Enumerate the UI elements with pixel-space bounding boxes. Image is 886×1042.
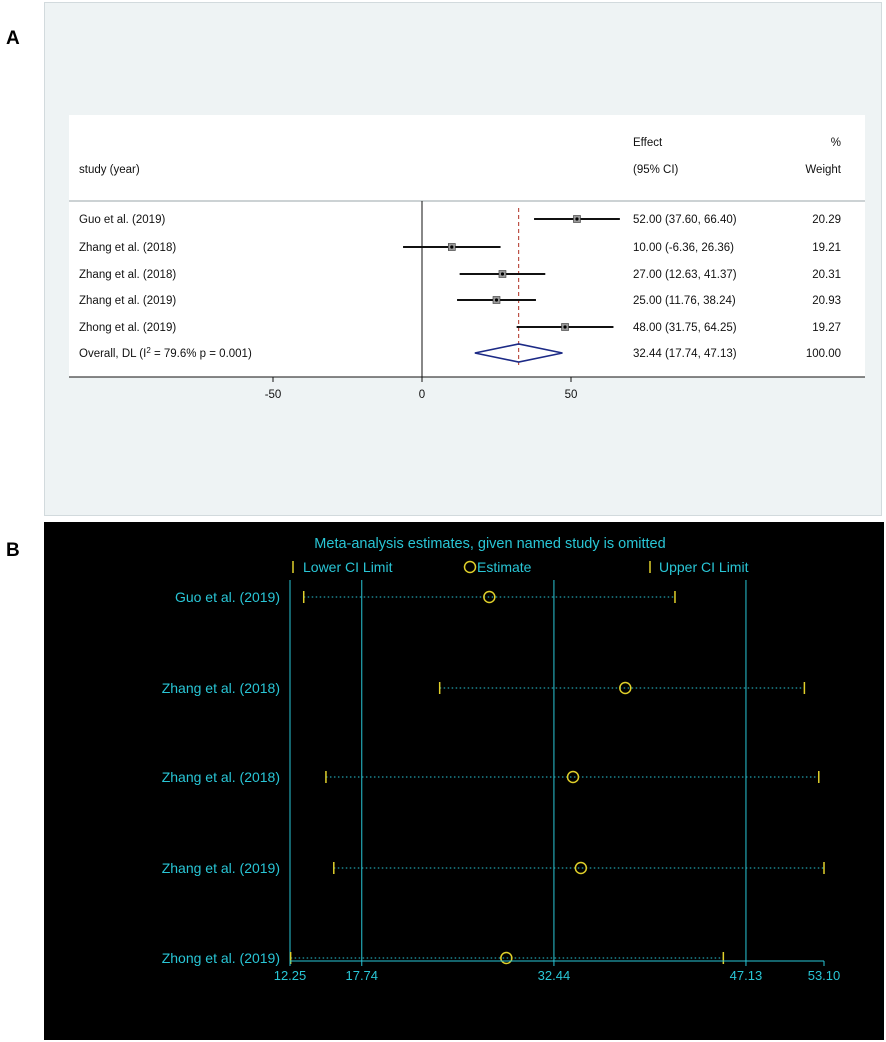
estimate-marker (501, 953, 512, 964)
study-weight: 20.29 (812, 214, 841, 226)
omitted-study-label: Zhang et al. (2019) (161, 860, 280, 876)
omitted-study-label: Zhong et al. (2019) (161, 950, 280, 966)
study-weight: 20.31 (812, 269, 841, 281)
forest-plot (45, 3, 881, 515)
sensitivity-x-tick-label: 12.25 (273, 968, 307, 983)
estimate-marker (575, 863, 586, 874)
overall-label-prefix: Overall, DL (I (79, 348, 147, 360)
study-label: Zhong et al. (2019) (79, 322, 177, 334)
omitted-study-label: Zhang et al. (2018) (161, 769, 280, 785)
sensitivity-x-tick-label: 53.10 (807, 968, 841, 983)
study-point-estimate (575, 217, 578, 220)
sensitivity-plot-panel (44, 522, 884, 1040)
overall-label-suffix: = 79.6% p = 0.001) (150, 348, 252, 360)
sensitivity-plot (44, 522, 884, 1040)
study-label: Guo et al. (2019) (79, 214, 166, 226)
legend-estimate-label: Estimate (477, 559, 532, 575)
study-ci-text: 27.00 (12.63, 41.37) (633, 269, 737, 281)
panel-a-letter: A (6, 28, 20, 49)
sensitivity-x-tick-label: 17.74 (345, 968, 379, 983)
study-ci-text: 10.00 (-6.36, 26.36) (633, 242, 735, 254)
study-label: Zhang et al. (2018) (79, 242, 177, 254)
effect-column-header: Effect (633, 137, 663, 149)
study-weight: 19.27 (812, 322, 841, 334)
study-point-estimate (501, 272, 504, 275)
overall-label (79, 346, 252, 361)
study-label: Zhang et al. (2019) (79, 295, 177, 307)
study-label: Zhang et al. (2018) (79, 269, 177, 281)
overall-label-sup: 2 (146, 345, 151, 355)
study-ci-text: 25.00 (11.76, 38.24) (633, 295, 736, 307)
forest-x-tick-label: 0 (418, 389, 426, 401)
legend-lower-label: Lower CI Limit (303, 559, 393, 575)
forest-plot-panel (44, 2, 882, 516)
omitted-study-label: Guo et al. (2019) (174, 589, 280, 605)
study-point-estimate (563, 325, 566, 328)
overall-weight: 100.00 (805, 348, 841, 360)
sensitivity-title: Meta-analysis estimates, given named study is omitted (314, 536, 666, 552)
omitted-study-label: Zhang et al. (2018) (161, 680, 280, 696)
forest-plot-area (69, 115, 865, 377)
study-point-estimate (450, 245, 453, 248)
legend-estimate-marker (465, 562, 476, 573)
study-weight: 20.93 (812, 295, 841, 307)
study-column-header: study (year) (79, 164, 140, 176)
study-point-estimate (495, 298, 498, 301)
panel-b-letter: B (6, 540, 20, 561)
forest-x-tick-label: 50 (564, 389, 578, 401)
sensitivity-x-tick-label: 47.13 (729, 968, 763, 983)
study-ci-text: 52.00 (37.60, 66.40) (633, 214, 737, 226)
forest-x-tick-label: -50 (264, 389, 282, 401)
percent-column-header: % (830, 137, 841, 149)
sensitivity-x-tick-label: 32.44 (537, 968, 571, 983)
estimate-marker (568, 772, 579, 783)
ci-column-header: (95% CI) (633, 164, 679, 176)
legend (293, 559, 749, 575)
overall-ci-text: 32.44 (17.74, 47.13) (633, 348, 737, 360)
study-ci-text: 48.00 (31.75, 64.25) (633, 322, 737, 334)
legend-upper-label: Upper CI Limit (659, 559, 749, 575)
study-weight: 19.21 (812, 242, 841, 254)
weight-column-header: Weight (805, 164, 841, 176)
